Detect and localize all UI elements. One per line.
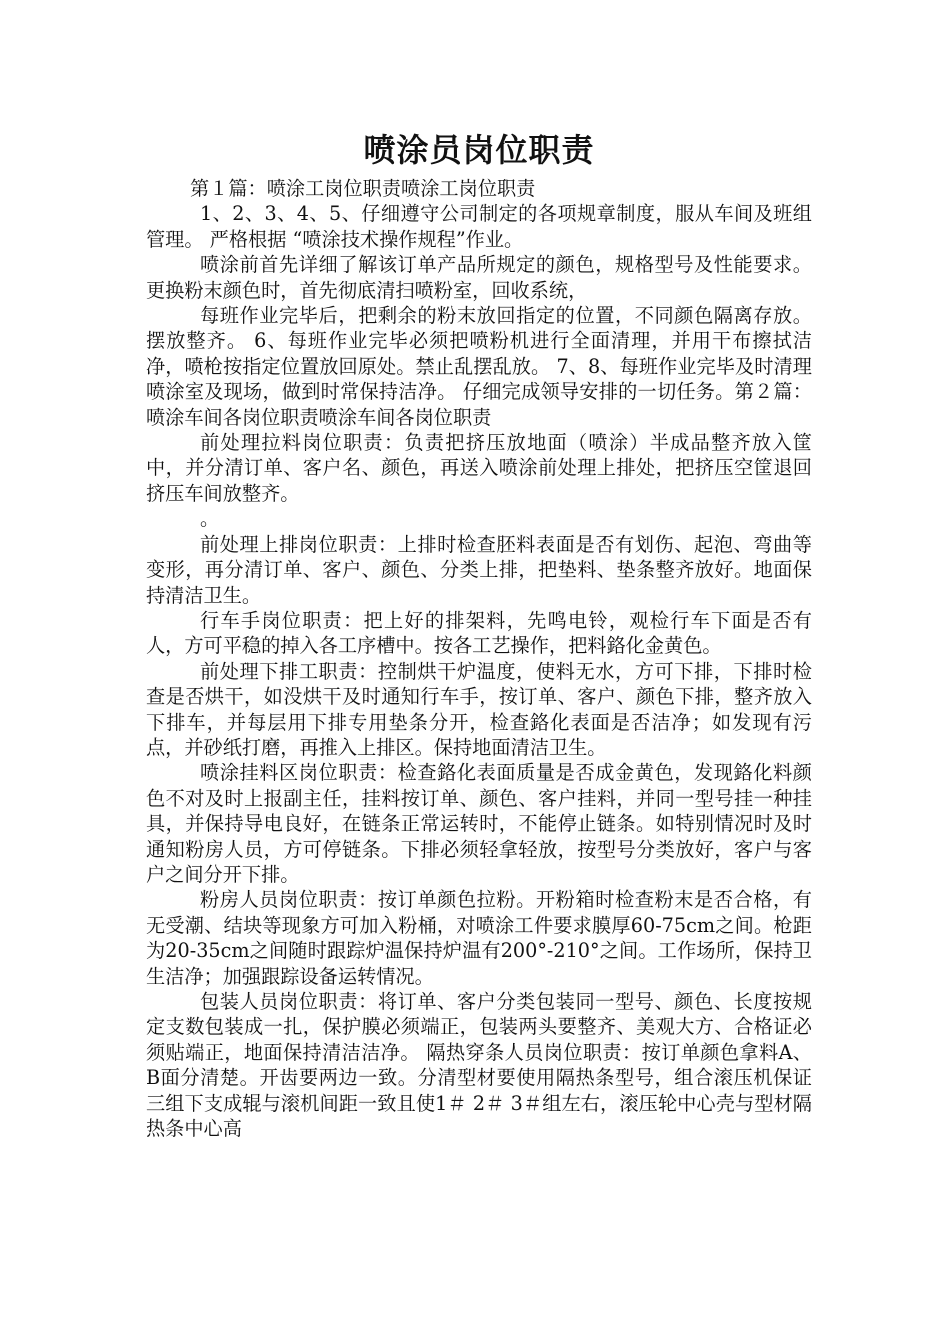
paragraph: 每班作业完毕后，把剩余的粉末放回指定的位置，不同颜色隔离存放。摆放整齐。 6、每班作业完毕必须把喷粉机进行全面清理，并用干布擦拭洁净，喷枪按指定位置放回原处。禁止乱摆乱放。 7、8、每班作业完毕及时清理喷涂室及现场，做到时常保持洁净。 仔细完成领导安排的一切任务。第２篇：喷涂车间各岗位职责喷涂车间各岗位职责 xyxy=(146,304,812,429)
paragraph: 行车手岗位职责：把上好的排架料，先鸣电铃，观检行车下面是否有人，方可平稳的掉入各工序槽中。按各工艺操作，把料鉻化金黄色。 xyxy=(146,608,812,658)
paragraph: 前处理上排岗位职责：上排时检查胚料表面是否有划伤、起泡、弯曲等变形，再分清订单、客户、颜色、分类上排，把垫料、垫条整齐放好。地面保持清洁卫生。 xyxy=(146,532,812,607)
paragraph: 喷涂前首先详细了解该订单产品所规定的颜色，规格型号及性能要求。 更换粉末颜色时，首先彻底清扫喷粉室，回收系统， xyxy=(146,253,812,302)
paragraph: 1、2、3、4、5、仔细遵守公司制定的各项规章制度，服从车间及班组管理。 严格根据 “喷涂技术操作规程”作业。 xyxy=(146,202,812,251)
paragraph: 前处理拉料岗位职责：负责把挤压放地面（喷涂）半成品整齐放入筐中，并分清订单、客户名、颜色，再送入喷涂前处理上排处，把挤压空筐退回挤压车间放整齐。 xyxy=(146,431,812,505)
paragraph: 包装人员岗位职责：将订单、客户分类包装同一型号、颜色、长度按规定支数包装成一扎，保护膜必须端正，包装两头要整齐、美观大方、合格证必须贴端正，地面保持清洁洁净。 隔热穿条人员岗位职责：按订单颜色拿料A、B面分清楚。开齿要两边一致。分清型材要使用隔热条型号，组合滚压机保证三组下支成辊与滚机间距一致且使1＃ 2＃ 3＃组左右，滚压轮中心壳与型材隔热条中心高 xyxy=(146,990,812,1141)
paragraph-mark: 。 xyxy=(200,507,220,531)
paragraph: 喷涂挂料区岗位职责：检查鉻化表面质量是否成金黄色，发现鉻化料颜色不对及时上报副主任，挂料按订单、颜色、客户挂料，并同一型号挂一种挂具，并保持导电良好，在链条正常运转时，不能停止链条。如特别情况时及时通知粉房人员，方可停链条。下排必须轻拿轻放，按型号分类放好，客户与客户之间分开下排。 xyxy=(146,761,812,886)
section-heading-1: 第１篇：喷涂工岗位职责喷涂工岗位职责 xyxy=(190,177,536,200)
paragraph: 前处理下排工职责：控制烘干炉温度，使料无水，方可下排，下排时检查是否烘干，如没烘干及时通知行车手，按订单、客户、颜色下排，整齐放入下排车，并每层用下排专用垫条分开，检查鉻化表面是否洁净；如发现有污点，并砂纸打磨，再推入上排区。保持地面清洁卫生。 xyxy=(146,659,812,759)
paragraph: 粉房人员岗位职责：按订单颜色拉粉。开粉箱时检查粉末是否合格，有无受潮、结块等现象方可加入粉桶，对喷涂工件要求膜厚60-75cm之间。枪距为20-35cm之间随时跟踪炉温保持炉温有200°-210°之间。工作场所，保持卫生洁净；加强跟踪设备运转情况。 xyxy=(146,888,812,988)
page-title: 喷涂员岗位职责 xyxy=(363,131,595,169)
